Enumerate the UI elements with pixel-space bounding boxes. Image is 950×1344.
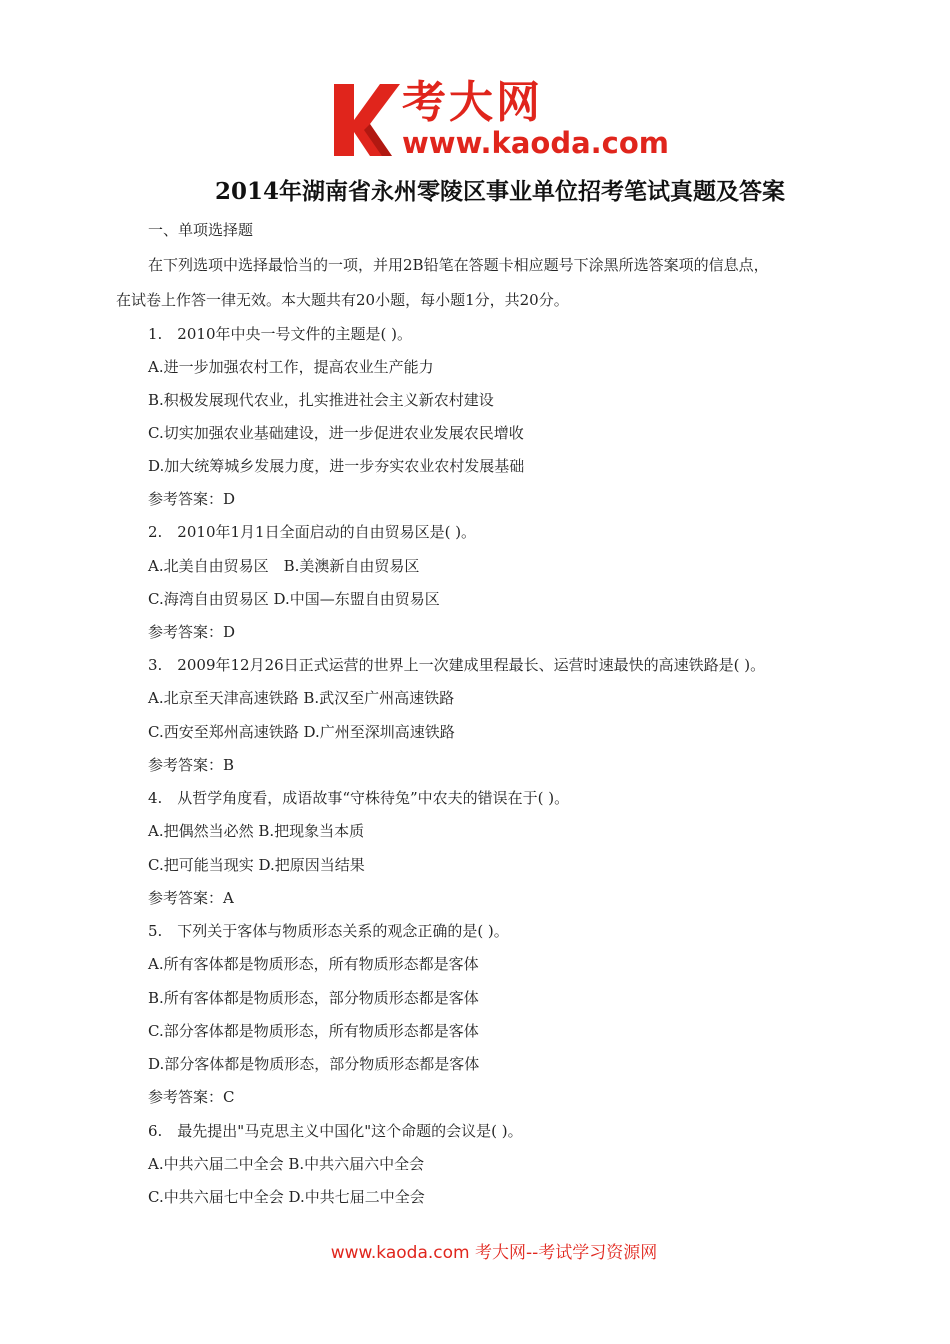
document-title: 2014年湖南省永州零陵区事业单位招考笔试真题及答案 (214, 178, 785, 205)
question-2: 2. 2010年1月1日全面启动的自由贸易区是( )。 (148, 523, 477, 541)
question-3: 3. 2009年12月26日正式运营的世界上一次建成里程最长、运营时速最快的高速铁路是( )。 (148, 656, 766, 674)
q2-answer: 参考答案：D (148, 623, 236, 641)
question-5: 5. 下列关于客体与物质形态关系的观念正确的是( )。 (148, 922, 509, 940)
q6-options-cd: C.中共六届七中全会 D.中共七届二中全会 (148, 1188, 425, 1206)
q5-answer: 参考答案：C (148, 1088, 235, 1106)
logo-url-text: www.kaoda.com (402, 126, 669, 160)
question-1: 1. 2010年中央一号文件的主题是( )。 (148, 325, 412, 343)
q5-option-d: D.部分客体都是物质形态，部分物质形态都是客体 (148, 1055, 480, 1073)
q4-options-cd: C.把可能当现实 D.把原因当结果 (148, 856, 365, 874)
q1-answer: 参考答案：D (148, 490, 236, 508)
k-logo-icon (330, 80, 402, 158)
q4-options-ab: A.把偶然当必然 B.把现象当本质 (148, 822, 365, 840)
site-logo (330, 77, 669, 164)
q1-option-d: D.加大统筹城乡发展力度，进一步夯实农业农村发展基础 (148, 457, 525, 475)
q2-options-cd: C.海湾自由贸易区 D.中国—东盟自由贸易区 (148, 590, 440, 608)
footer-link[interactable]: www.kaoda.com 考大网--考试学习资源网 (330, 1243, 658, 1263)
q4-answer: 参考答案：A (148, 889, 234, 907)
q2-options-ab: A.北美自由贸易区 B.美澳新自由贸易区 (148, 557, 420, 575)
q6-options-ab: A.中共六届二中全会 B.中共六届六中全会 (148, 1155, 425, 1173)
q1-option-c: C.切实加强农业基础建设，进一步促进农业发展农民增收 (148, 424, 524, 442)
logo-chinese-text: 考大网 (402, 77, 543, 128)
q5-option-c: C.部分客体都是物质形态，所有物质形态都是客体 (148, 1022, 479, 1040)
q3-options-cd: C.西安至郑州高速铁路 D.广州至深圳高速铁路 (148, 723, 455, 741)
instructions-line-2: 在试卷上作答一律无效。本大题共有20小题，每小题1分，共20分。 (116, 291, 569, 309)
q1-option-a: A.进一步加强农村工作，提高农业生产能力 (148, 358, 434, 376)
section-heading: 一、单项选择题 (148, 221, 254, 239)
q5-option-a: A.所有客体都是物质形态，所有物质形态都是客体 (148, 955, 479, 973)
q5-option-b: B.所有客体都是物质形态，部分物质形态都是客体 (148, 989, 479, 1007)
instructions-line-1: 在下列选项中选择最恰当的一项，并用2B铅笔在答题卡相应题号下涂黑所选答案项的信息点， (148, 256, 769, 274)
q3-answer: 参考答案：B (148, 756, 235, 774)
q3-options-ab: A.北京至天津高速铁路 B.武汉至广州高速铁路 (148, 689, 455, 707)
question-6: 6. 最先提出"马克思主义中国化"这个命题的会议是( )。 (148, 1122, 523, 1140)
question-4: 4. 从哲学角度看，成语故事“守株待兔”中农夫的错误在于( )。 (148, 789, 570, 807)
q1-option-b: B.积极发展现代农业，扎实推进社会主义新农村建设 (148, 391, 494, 409)
